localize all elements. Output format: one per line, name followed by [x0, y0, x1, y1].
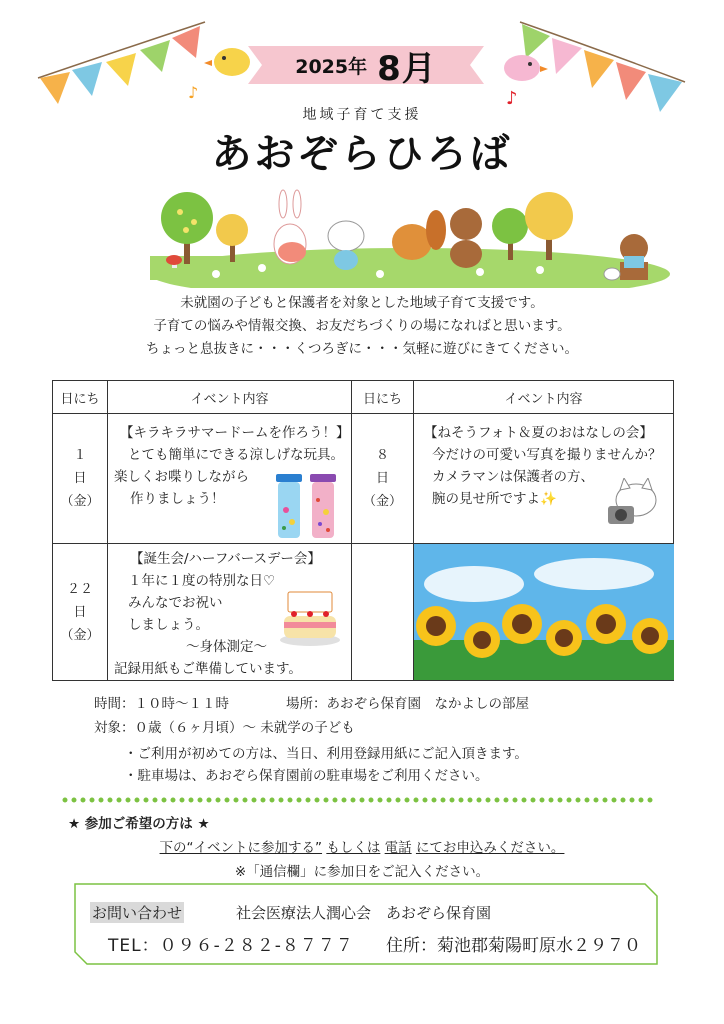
apply-text: 下の — [159, 840, 187, 856]
info-note: ・ご利用が初めての方は、当日、利用登録用紙にご記入頂きます。 — [124, 746, 528, 762]
sunflower-field-image — [414, 544, 674, 680]
apply-instruction — [0, 836, 724, 856]
year-text: 2025年 — [295, 55, 368, 78]
apply-text: にてお申込みください。 — [415, 840, 565, 856]
event-line: 今だけの可愛い写真を撮りませんか？ — [432, 447, 662, 463]
table-row — [53, 414, 674, 544]
date-day: ２２ — [66, 581, 93, 597]
event-line: 楽しくお喋りしながら — [114, 469, 249, 485]
cat-camera-image — [606, 478, 662, 528]
date-unit: 日 — [375, 471, 389, 486]
date-day: ８ — [375, 448, 389, 463]
contact-address: 住所：菊池郡菊陽町原水２９７０ — [386, 936, 641, 956]
info-place: 場所：あおぞら保育園 なかよしの部屋 — [286, 696, 529, 712]
header-event: イベント内容 — [108, 381, 352, 414]
event-line: 作りましょう！ — [130, 491, 225, 507]
date-unit: 日 — [73, 604, 87, 620]
event-line: みんなでお祝い — [128, 595, 223, 611]
page-title: あおぞらひろば — [211, 131, 513, 177]
intro-text — [0, 292, 724, 361]
info-time: 時間：１０時～１１時 — [94, 696, 229, 712]
event-line: ～身体測定～ — [186, 639, 267, 655]
header-date: 日にち — [352, 381, 414, 414]
event-title: 【ねそうフォト＆夏のおはなしの会】 — [424, 425, 653, 441]
event-line: 腕の見せ所ですよ✨ — [432, 491, 557, 507]
apply-text: 電話 — [384, 840, 412, 856]
schedule-table — [52, 380, 674, 681]
event-date-cell — [352, 414, 414, 544]
apply-heading: ★ 参加ご希望の方は ★ — [68, 816, 210, 832]
intro-line: ちょっと息抜きに・・・くつろぎに・・・気軽に遊びにきてください。 — [146, 341, 578, 357]
subtitle: 地域子育て支援 — [302, 107, 422, 123]
empty-date-cell — [352, 544, 414, 681]
header-event: イベント内容 — [414, 381, 674, 414]
animals-illustration — [150, 178, 670, 288]
contact-label: お問い合わせ — [92, 904, 183, 922]
event-line: １年に１度の特別な日♡ — [128, 573, 276, 589]
info-target: 対象：０歳（６ヶ月頃）～ 未就学の子ども — [94, 720, 355, 736]
event-title: 【誕生会/ハーフバースデー会】 — [130, 551, 321, 567]
date-day: １ — [73, 448, 87, 463]
date-weekday: （金） — [60, 494, 100, 509]
month-text: 8月 — [377, 48, 437, 89]
info-note: ・駐車場は、あおぞら保育園前の駐車場をご利用ください。 — [124, 768, 489, 784]
sunflower-cell — [414, 544, 674, 681]
sensory-bottles-image — [272, 470, 342, 542]
svg-text:♪: ♪ — [188, 83, 199, 102]
intro-line: 子育ての悩みや情報交換、お友だちづくりの場になればと思います。 — [153, 318, 571, 334]
svg-text:♪: ♪ — [506, 88, 518, 109]
event-cell — [414, 414, 674, 544]
apply-text: “イベントに参加する” — [186, 840, 323, 856]
year-month-banner — [248, 42, 484, 88]
event-date-cell — [53, 414, 108, 544]
date-unit: 日 — [73, 471, 87, 486]
header-date: 日にち — [53, 381, 108, 414]
table-header-row — [53, 381, 674, 414]
dotted-divider — [62, 797, 662, 803]
event-line: しましょう。 — [128, 617, 209, 633]
contact-organization: 社会医療法人潤心会 あおぞら保育園 — [236, 904, 492, 922]
event-line: カメラマンは保護者の方、 — [432, 469, 594, 485]
birthday-cake-image — [278, 586, 342, 648]
apply-note: ※「通信欄」に参加日をご記入ください。 — [234, 864, 490, 880]
table-row — [53, 544, 674, 681]
contact-phone: TEL：０９６-２８２-８７７７ — [108, 936, 354, 956]
event-date-cell — [53, 544, 108, 681]
date-weekday: （金） — [362, 494, 402, 509]
date-weekday: （金） — [60, 627, 100, 643]
event-title: 【キラキラサマードームを作ろう！】 — [120, 425, 350, 441]
apply-text: もしくは — [326, 840, 381, 856]
event-line: とても簡単にできる涼しげな玩具。 — [128, 447, 344, 463]
event-line: 記録用紙もご準備しています。 — [114, 661, 302, 677]
intro-line: 未就園の子どもと保護者を対象とした地域子育て支援です。 — [180, 295, 544, 311]
event-cell — [108, 414, 352, 544]
event-cell — [108, 544, 352, 681]
